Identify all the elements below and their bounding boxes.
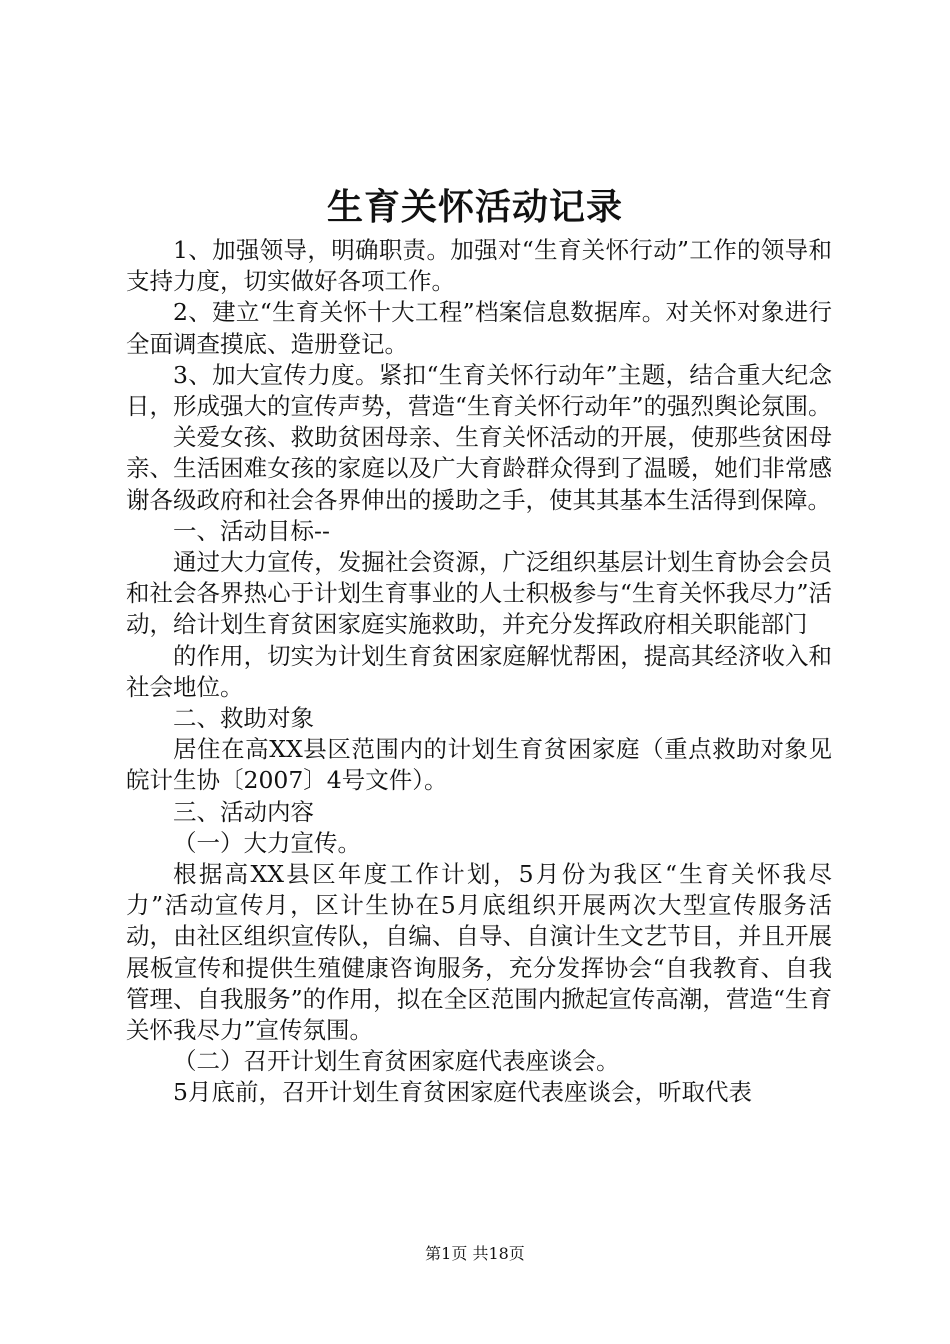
- paragraph-2: 2、建立“生育关怀十大工程”档案信息数据库。对关怀对象进行全面调查摸底、造册登记。: [126, 298, 832, 358]
- paragraph-goals-cont: 的作用，切实为计划生育贫困家庭解忧帮困，提高其经济收入和社会地位。: [126, 641, 832, 701]
- section-heading-targets: 二、救助对象: [173, 704, 314, 733]
- section-heading-goals: 一、活动目标--: [173, 516, 330, 545]
- paragraph-3: 3、加大宣传力度。紧扣“生育关怀行动年”主题，结合重大纪念日，形成强大的宣传声势，营造“生育关怀行动年”的强烈舆论氛围。: [126, 360, 832, 421]
- document-title: 生育关怀活动记录: [326, 186, 623, 228]
- paragraph-forum: 5月底前，召开计划生育贫困家庭代表座谈会，听取代表: [173, 1078, 752, 1107]
- page-number: 第1页 共18页: [425, 1244, 525, 1263]
- section-heading-content: 三、活动内容: [173, 797, 314, 826]
- subheading-forum: （二）召开计划生育贫困家庭代表座谈会。: [173, 1047, 620, 1076]
- paragraph-1: 1、加强领导，明确职责。加强对“生育关怀行动”工作的领导和支持力度，切实做好各项工作。: [126, 236, 832, 296]
- paragraph-goals: 通过大力宣传，发掘社会资源，广泛组织基层计划生育协会会员和社会各界热心于计划生育事业的人士积极参与“生育关怀我尽力”活动，给计划生育贫困家庭实施救助，并充分发挥政府相关职能部门: [126, 548, 832, 639]
- document-body: [126, 235, 832, 1109]
- subheading-publicity: （一）大力宣传。: [173, 828, 361, 857]
- paragraph-targets: 居住在高XX县区范围内的计划生育贫困家庭（重点救助对象见皖计生协〔2007〕4号文件）。: [126, 735, 832, 795]
- paragraph-publicity: 根据高XX县区年度工作计划，5月份为我区“生育关怀我尽力”活动宣传月，区计生协在5月底组织开展两次大型宣传服务活动，由社区组织宣传队，自编、自导、自演计生文艺节目，并且开展展板宣传和提供生殖健康咨询服务，充分发挥协会“自我教育、自我管理、自我服务”的作用，拟在全区范围内掀起宣传高潮，营造“生育关怀我尽力”宣传氛围。: [126, 860, 832, 1045]
- paragraph-4: 关爱女孩、救助贫困母亲、生育关怀活动的开展，使那些贫困母亲、生活困难女孩的家庭以及广大育龄群众得到了温暖，她们非常感谢各级政府和社会各界伸出的援助之手，使其其基本生活得到保障。: [126, 423, 832, 514]
